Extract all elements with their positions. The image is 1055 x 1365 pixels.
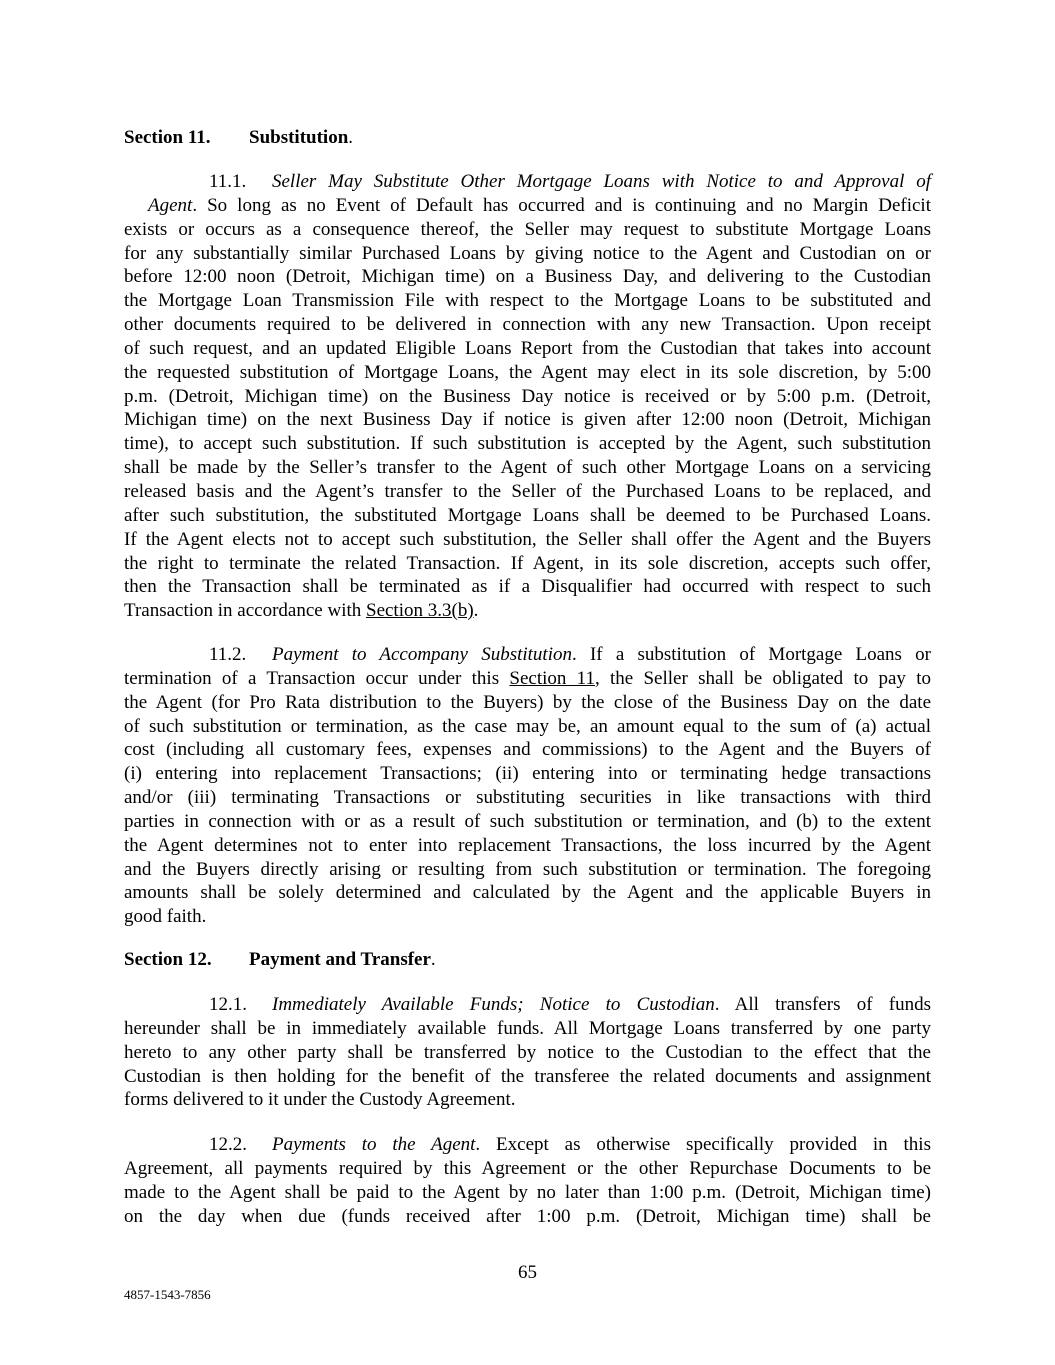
paragraph-12-1 [124, 993, 931, 1112]
text-segment: parties in connection with or as a result of such substitution or termination, and (b) to the extent [124, 810, 931, 832]
text-segment: . [473, 600, 479, 622]
text-line [124, 691, 931, 715]
section-title-punct: . [430, 949, 436, 970]
text-line [124, 170, 931, 194]
text-segment: Custodian is then holding for the benefit of the transferee the related documents and assignment [124, 1065, 931, 1087]
text-segment: released basis and the Agent’s transfer to the Seller of the Purchased Loans to be replaced, and [124, 480, 931, 502]
text-line [124, 1133, 931, 1157]
text-segment: time), to accept such substitution. If such substitution is accepted by the Agent, such substitution [124, 433, 931, 455]
paragraph-caption: Payments to the Agent [272, 1134, 476, 1155]
text-line [124, 1065, 931, 1089]
section-reference-link[interactable]: Section 11 [509, 667, 595, 689]
section-12-heading [124, 948, 931, 972]
text-segment: the requested substitution of Mortgage Loans, the Agent may elect in its sole discretion, by 5:00 [124, 361, 931, 383]
text-segment: the Mortgage Loan Transmission File with respect to the Mortgage Loans to be substituted and [124, 290, 931, 312]
section-number: Section 11. [124, 127, 211, 148]
text-segment: after such substitution, the substituted Mortgage Loans shall be deemed to be Purchased Loans. [124, 504, 931, 526]
paragraph-12-2 [124, 1133, 931, 1228]
paragraph-number: 11.1. [209, 171, 247, 192]
text-line [124, 905, 931, 929]
text-line [124, 218, 931, 242]
text-line [124, 715, 931, 739]
text-line [124, 1017, 931, 1041]
text-line [124, 575, 931, 599]
text-line [124, 993, 931, 1017]
text-line [124, 738, 931, 762]
text-segment: Agreement, all payments required by this Agreement or the other Repurchase Documents to be [124, 1157, 931, 1179]
text-line [124, 1205, 931, 1229]
text-segment: (i) entering into replacement Transactions; (ii) entering into or terminating hedge transactions [124, 763, 931, 785]
paragraph-caption: Seller May Substitute Other Mortgage Loans with Notice to and Approval of [272, 171, 931, 192]
text-line [124, 834, 931, 858]
text-segment: hereunder shall be in immediately available funds. All Mortgage Loans transferred by one party [124, 1017, 931, 1039]
text-segment: Transaction in accordance with [124, 600, 366, 622]
text-line [124, 194, 931, 218]
text-line [124, 552, 931, 576]
text-segment: forms delivered to it under the Custody Agreement. [124, 1089, 516, 1111]
text-segment: , the Seller shall be obligated to pay to [594, 667, 931, 689]
text-line [124, 361, 931, 385]
text-line [124, 432, 931, 456]
paragraph-11-2 [124, 643, 931, 929]
text-segment: cost (including all customary fees, expenses and commissions) to the Agent and the Buyers of [124, 739, 931, 761]
section-number: Section 12. [124, 949, 212, 970]
text-segment: and/or (iii) terminating Transactions or substituting securities in like transactions with third [124, 787, 931, 809]
text-segment: then the Transaction shall be terminated as if a Disqualifier had occurred with respect to such [124, 576, 931, 598]
text-segment: on the day when due (funds received after 1:00 p.m. (Detroit, Michigan time) shall be [124, 1205, 931, 1227]
section-title: Substitution [249, 127, 349, 148]
text-line [124, 667, 931, 691]
text-segment: shall be made by the Seller’s transfer to the Agent of such other Mortgage Loans on a servicing [124, 457, 931, 479]
text-segment: the right to terminate the related Transaction. If Agent, in its sole discretion, accepts such offer, [124, 552, 931, 574]
text-segment: . All transfers of funds [714, 994, 931, 1015]
text-segment: If the Agent elects not to accept such substitution, the Seller shall offer the Agent and the Buyers [124, 528, 931, 550]
text-line [124, 385, 931, 409]
text-segment: hereto to any other party shall be transferred by notice to the Custodian to the effect that the [124, 1041, 931, 1063]
text-segment: . If a substitution of Mortgage Loans or [571, 644, 931, 665]
text-line [124, 313, 931, 337]
text-segment: made to the Agent shall be paid to the Agent by no later than 1:00 p.m. (Detroit, Michigan time) [124, 1181, 931, 1203]
paragraph-caption: Immediately Available Funds; Notice to Custodian [272, 994, 715, 1015]
text-line [124, 480, 931, 504]
paragraph-number: 11.2. [209, 644, 247, 665]
text-line [124, 786, 931, 810]
text-segment: before 12:00 noon (Detroit, Michigan time) on a Business Day, and delivering to the Custodian [124, 266, 931, 288]
text-line [124, 504, 931, 528]
text-line [124, 265, 931, 289]
text-line [124, 408, 931, 432]
text-segment: good faith. [124, 906, 207, 928]
section-title: Payment and Transfer [249, 949, 431, 970]
text-line [124, 337, 931, 361]
section-title-punct: . [348, 127, 354, 148]
section-reference-link[interactable]: Section 3.3(b) [366, 600, 474, 622]
text-segment: amounts shall be solely determined and calculated by the Agent and the applicable Buyers in [124, 882, 931, 904]
text-line [124, 762, 931, 786]
text-line [124, 242, 931, 266]
paragraph-11-1 [124, 170, 931, 623]
text-segment: the Agent (for Pro Rata distribution to the Buyers) by the close of the Business Day on the date [124, 691, 931, 713]
text-segment: of such request, and an updated Eligible Loans Report from the Custodian that takes into account [124, 337, 931, 359]
text-segment: p.m. (Detroit, Michigan time) on the Business Day notice is received or by 5:00 p.m. (Detroit, [124, 385, 931, 407]
text-line [124, 528, 931, 552]
text-line [124, 1088, 931, 1112]
text-segment: . So long as no Event of Default has occurred and is continuing and no Margin Deficit [192, 194, 931, 216]
text-line [124, 289, 931, 313]
text-line [124, 1041, 931, 1065]
text-segment: termination of a Transaction occur under this [124, 667, 510, 689]
text-segment: and the Buyers directly arising or resulting from such substitution or termination. The foregoing [124, 858, 931, 880]
text-segment: for any substantially similar Purchased Loans by giving notice to the Agent and Custodian on or [124, 242, 931, 264]
text-line [124, 1181, 931, 1205]
text-segment: exists or occurs as a consequence thereof, the Seller may request to substitute Mortgage Loans [124, 218, 931, 240]
text-segment: the Agent determines not to enter into replacement Transactions, the loss incurred by the Agent [124, 834, 931, 856]
text-line [124, 1157, 931, 1181]
text-segment: of such substitution or termination, as the case may be, an amount equal to the sum of (a) actual [124, 715, 931, 737]
document-id: 4857-1543-7856 [124, 1287, 211, 1302]
paragraph-caption: Payment to Accompany Substitution [272, 644, 572, 665]
text-line [124, 456, 931, 480]
text-line [124, 599, 931, 623]
text-segment: . Except as otherwise specifically provided in this [475, 1134, 931, 1155]
paragraph-caption: Agent [148, 194, 193, 216]
text-segment: other documents required to be delivered in connection with any new Transaction. Upon receipt [124, 314, 931, 336]
text-segment: Michigan time) on the next Business Day if notice is given after 12:00 noon (Detroit, Michigan [124, 409, 931, 431]
text-line [124, 881, 931, 905]
page-number: 65 [518, 1262, 537, 1283]
paragraph-number: 12.2. [209, 1134, 247, 1155]
text-line [124, 810, 931, 834]
paragraph-number: 12.1. [209, 994, 247, 1015]
section-11-heading [124, 126, 931, 150]
text-line [124, 643, 931, 667]
text-line [124, 858, 931, 882]
